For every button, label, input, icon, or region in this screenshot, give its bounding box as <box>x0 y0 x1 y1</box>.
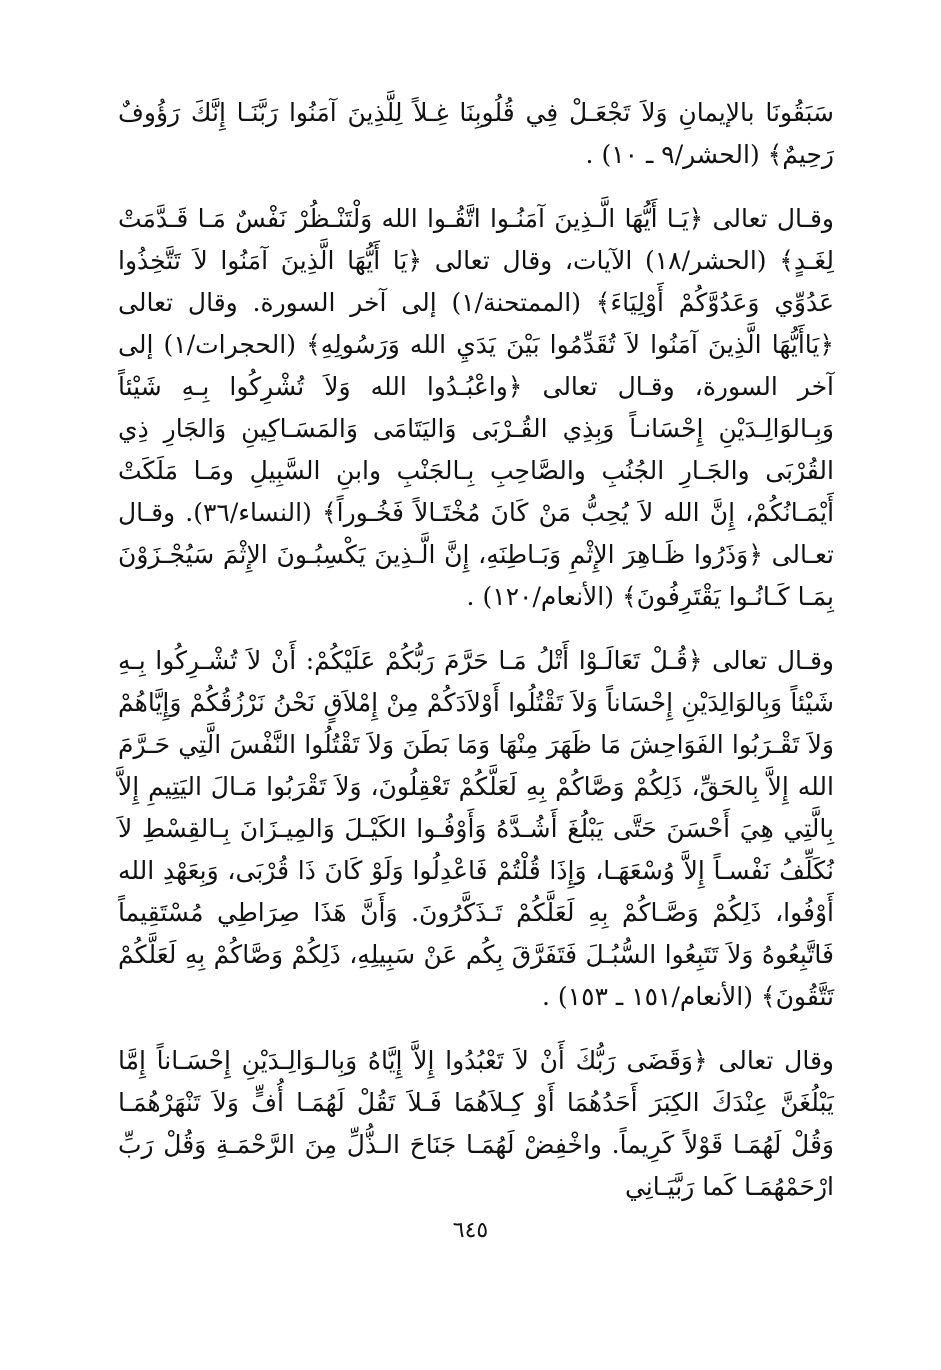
page-number: ٦٤٥ <box>452 1218 489 1243</box>
paragraph-2: وقـال تعالى ﴿يَـا أَيُّهَا الَّـذِينَ آمَنُـوا اتَّقُـوا الله وَلْتَنْـظُرْ نَفْسٌ مَـا قَـدَّمَتْ لِغَـدٍ﴾ (الحشر/١٨) الآيات، وقال تعالى ﴿يَا أَيُّهَا الَّذِينَ آمَنُوا لاَ تَتَّخِذُوا عَدُوِّي وَعَدُوَّكُمْ أَوْلِيَاءَ﴾ (الممتحنة/١) إلى آخر السورة. وقال تعالى ﴿يَاأَيُّهَا الَّذِينَ آمَنُوا لاَ تُقَدِّمُوا بَيْنَ يَدَيِ الله وَرَسُولِهِ﴾ (الحجرات/١) إلى آخر السورة، وقـال تعالى ﴿واعْبُـدُوا الله وَلاَ تُشْرِكُوا بِـهِ شَيْئاً وَبِـالوَالِـدَيْنِ إِحْسَانـاً وَبِذِي القُـرْبَى وَاليَتَامَى وَالمَسَـاكِينِ وَالجَارِ ذِي القُرْبَى والجَـارِ الجُنُبِ والصَّاحِبِ بِـالجَنْبِ وابنِ السَّبِيلِ ومَـا مَلَكَتْ أَيْمَـانُكُمْ، إِنَّ الله لاَ يُحِبُّ مَنْ كَانَ مُخْتَـالاً فَخُـوراً﴾ (النساء/٣٦). وقـال تعـالى ﴿وَذَرُوا ظَـاهِرَ الإِثْمِ وَبَـاطِنَهِ، إِنَّ الَّـذِينَ يَكْسِبُـونَ الإِثْمَ سَيُجْـزَوْنَ بِمَـا كَـانُـوا يَقْتَرِفُونَ﴾ (الأنعام/١٢٠) . <box>118 204 835 611</box>
paragraph-4: وقال تعالى ﴿وَقَضَى رَبُّكَ أَنْ لاَ تَعْبُدُوا إِلاَّ إِيَّاهُ وَبِالـوَالِـدَيْنِ إِحْسَـاناً إِمَّا يَبْلُغَنَّ عِنْدَكَ الكِبَرَ أَحَدُهُمَا أَوْ كِـلاَهُمَا فَـلاَ تَقُلْ لَهُمَـا أُفٍّ وَلاَ تَنْهَرْهُمَـا وَقُلْ لَهُمَـا قَوْلاً كَرِيماً. واخْفِضْ لَهُمَـا جَنَاحَ الـذُّلِّ مِنَ الرَّحْمَـةِ وَقُلْ رَبِّ ارْحَمْهُمَـا كَما رَبَّيَـانِي <box>118 1046 834 1201</box>
paragraph-3: وقـال تعالى ﴿قُـلْ تَعَالَـوْا أَتْلُ مَـا حَرَّمَ رَبُّكُمْ عَلَيْكُمْ: أَنْ لاَ تُشْـرِكُوا بِـهِ شَيْئاً وَبِالوَالِدَيْنِ إِحْسَاناً وَلاَ تَقْتُلُوا أَوْلاَدَكُمْ مِنْ إِمْلاَقٍ نَحْنُ نَرْزُقُكُمْ وَإِيَّاهُمْ وَلاَ تَقْـرَبُوا الفَوَاحِشَ مَا ظَهَرَ مِنْهَا وَمَا بَطَنَ وَلاَ تَقْتُلُوا النَّفْسَ الَّتِي حَـرَّمَ الله إِلاَّ بِالحَقِّ، ذَلِكُمْ وَصَّاكُمْ بِهِ لَعَلَّكُمْ تَعْقِلُونَ، وَلاَ تَقْرَبُوا مَـالَ اليَتِيمِ إِلاَّ بِالَّتِي هِيَ أَحْسَنَ حَتَّى يَبْلُغَ أَشُـدَّهُ وَأَوْفُـوا الكَيْـلَ وَالمِيـزَانَ بِـالقِسْطِ لاَ نُكَلِّفُ نَفْسـاً إِلاَّ وُسْعَهَـا، وَإِذَا قُلْتُمْ فَاعْدِلُوا وَلَوْ كَانَ ذَا قُرْبَى، وَبِعَهْدِ الله أَوْفُوا، ذَلِكُمْ وَصَّـاكُمْ بِهِ لَعَلَّكُمْ تَـذَكَّرُونَ. وَأَنَّ هَذَا صِرَاطِي مُسْتَقِيماً فَاتَّبِعُوهُ وَلاَ تَتَبِعُوا السُّبُـلَ فَتَفَرَّقَ بِكُم عَنْ سَبِيلِهِ، ذَلِكُمْ وَصَّاكُمْ بِهِ لَعَلَّكُمْ تَتَّقُونَ﴾ (الأنعام/١٥١ ـ ١٥٣) . <box>118 646 834 1011</box>
page-body <box>118 92 834 1208</box>
paragraph-1: سَبَقُونَا بالإيمانِ وَلاَ تَجْعَـلْ فِي قُلُوبِنَا غِـلاً لِلَّذِينَ آمَنُوا رَبَّنَـا إِنَّكَ رَؤُوفٌ رَحِيمٌ﴾ (الحشر/٩ ـ ١٠) . <box>118 98 834 169</box>
